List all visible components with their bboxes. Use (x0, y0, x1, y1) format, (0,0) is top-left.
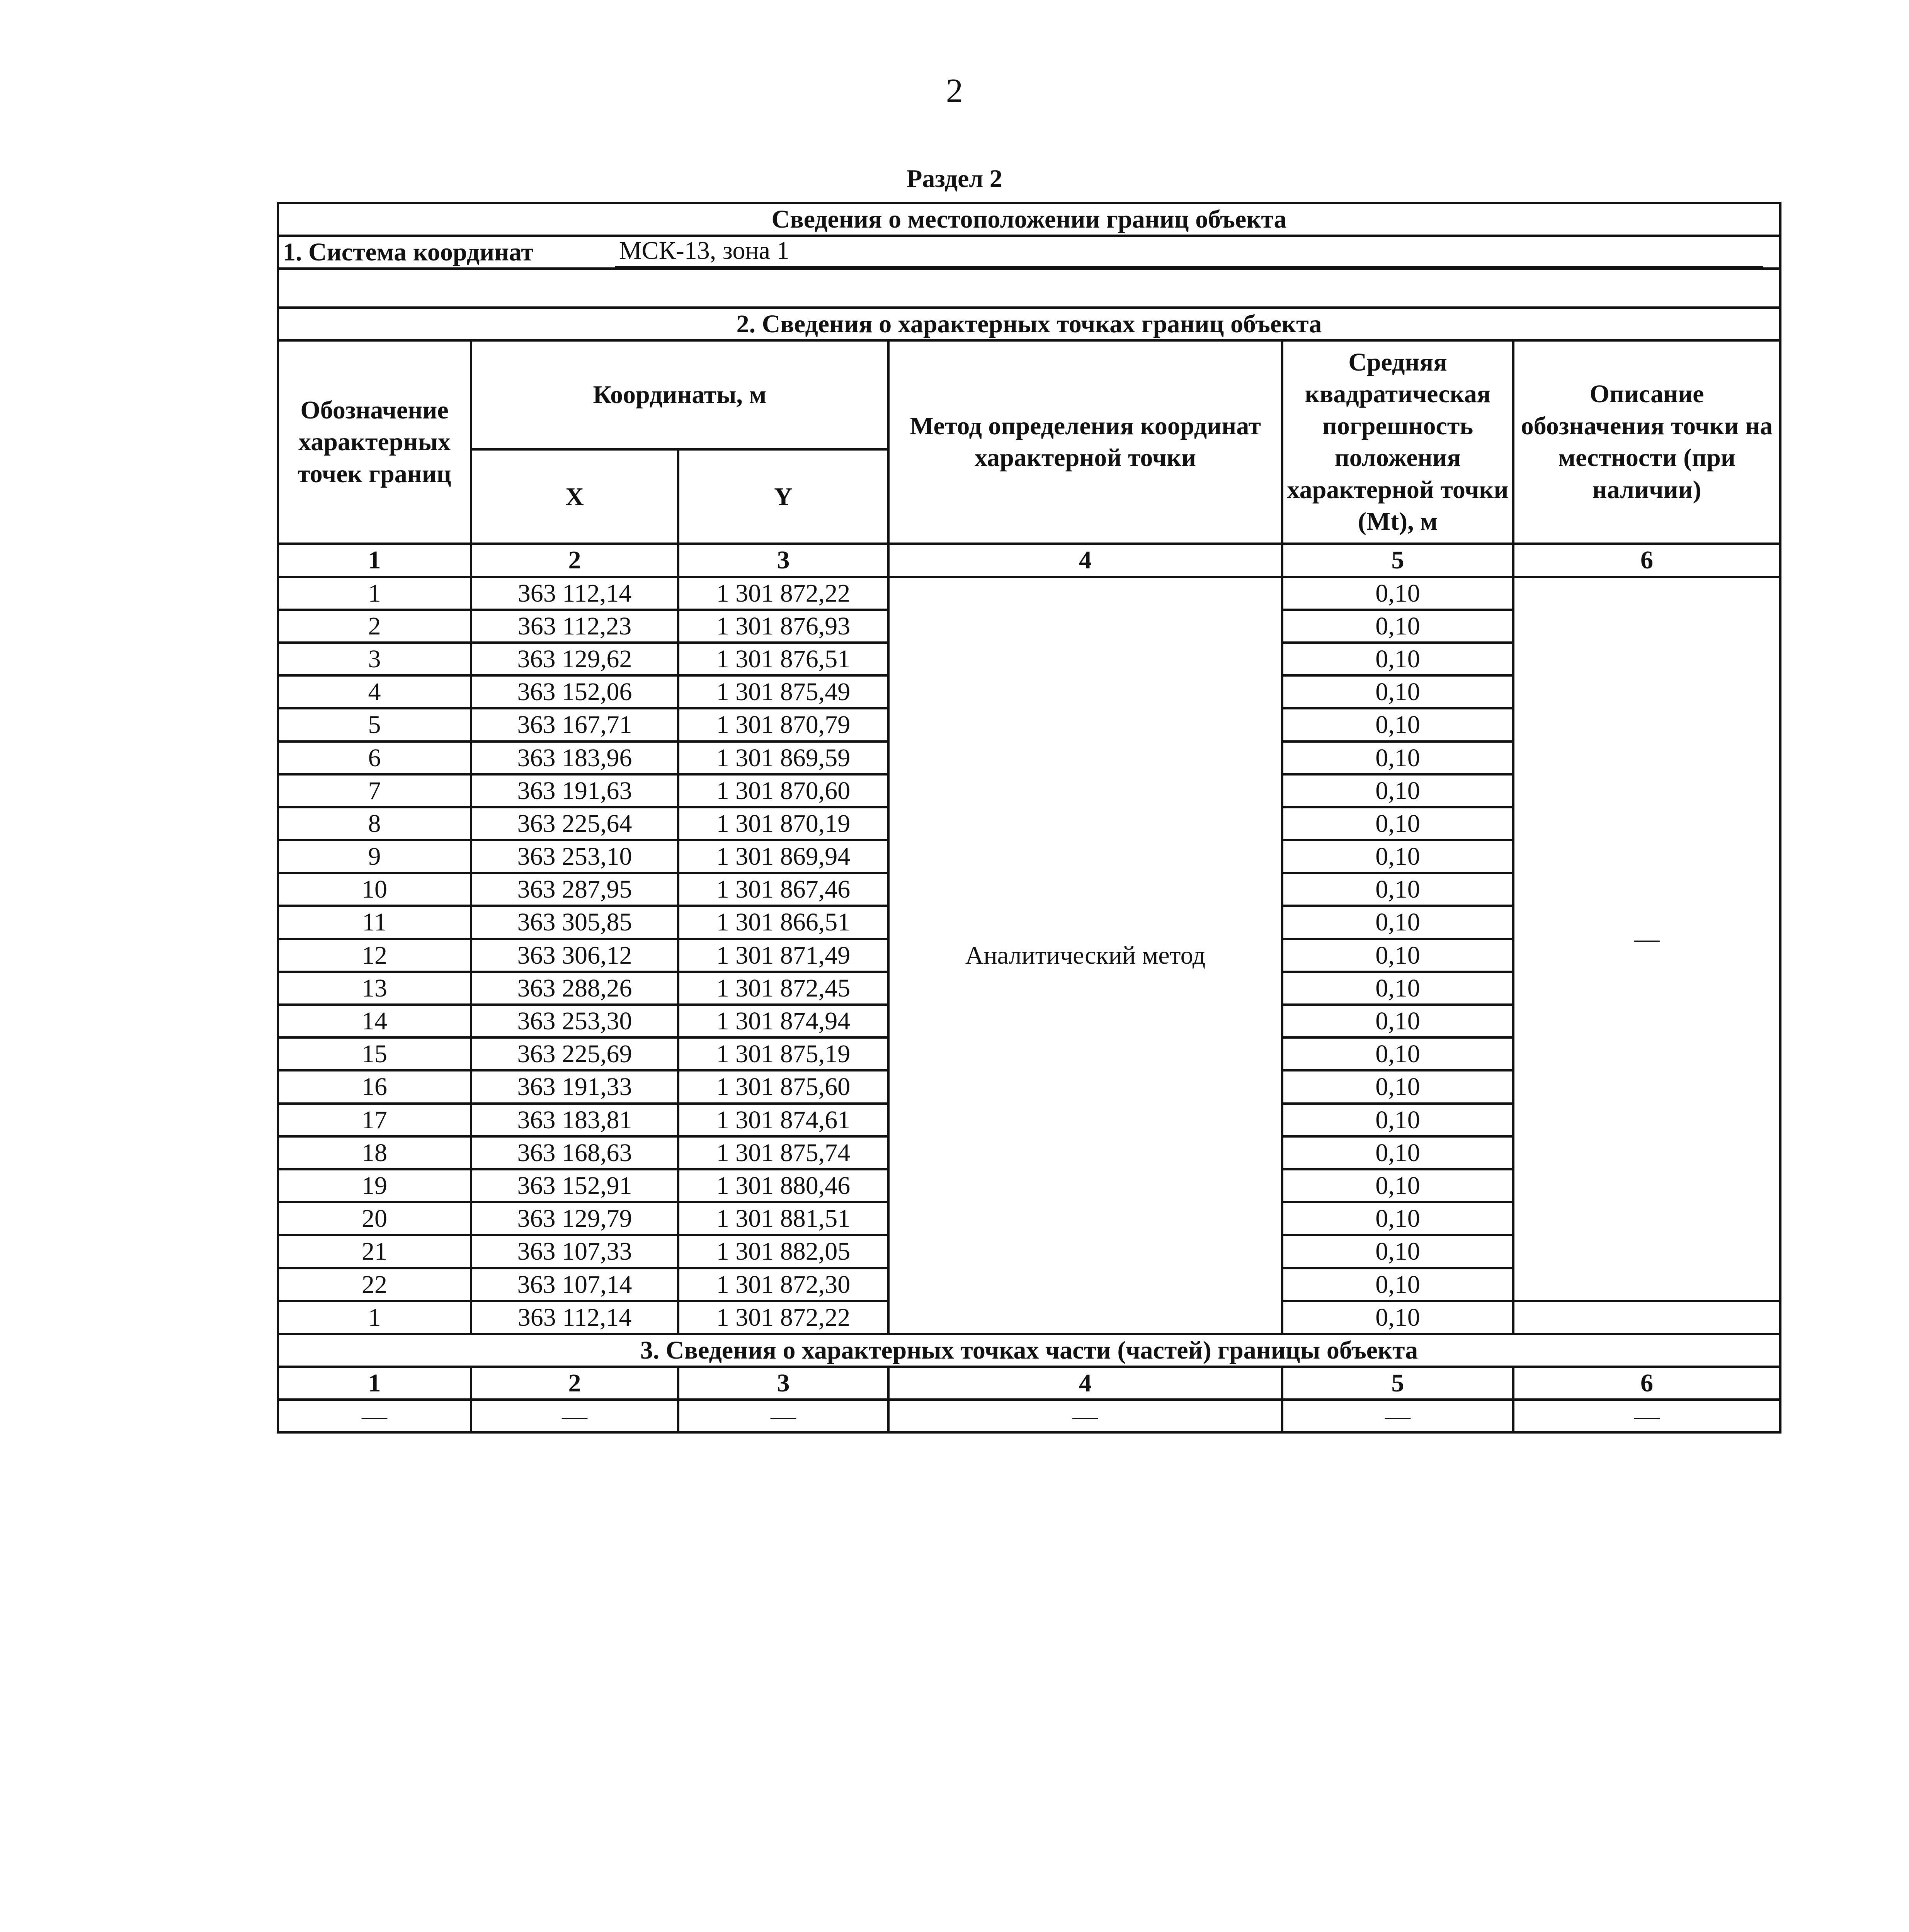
point-number: 13 (278, 972, 471, 1005)
point-x: 363 287,95 (471, 873, 678, 906)
point-y: 1 301 881,51 (678, 1202, 888, 1235)
point-number: 11 (278, 906, 471, 939)
parts-row (278, 1400, 1780, 1432)
parts-cell: — (278, 1400, 471, 1432)
point-x: 363 129,62 (471, 643, 678, 675)
point-x: 363 152,06 (471, 675, 678, 708)
point-mt: 0,10 (1282, 675, 1513, 708)
point-number: 10 (278, 873, 471, 906)
point-x: 363 107,33 (471, 1235, 678, 1268)
coordinate-system-row (278, 236, 1780, 269)
point-y: 1 301 867,46 (678, 873, 888, 906)
point-mt: 0,10 (1282, 840, 1513, 873)
section-title: Раздел 2 (907, 165, 1002, 193)
point-mt: 0,10 (1282, 807, 1513, 840)
point-x: 363 253,30 (471, 1005, 678, 1037)
header-x: X (471, 449, 678, 544)
point-number: 21 (278, 1235, 471, 1268)
column-number: 6 (1513, 544, 1780, 577)
point-x: 363 191,63 (471, 774, 678, 807)
point-mt: 0,10 (1282, 1037, 1513, 1070)
point-y: 1 301 875,74 (678, 1136, 888, 1169)
point-y: 1 301 871,49 (678, 939, 888, 972)
point-y: 1 301 874,94 (678, 1005, 888, 1037)
point-y: 1 301 870,79 (678, 708, 888, 741)
parts-column-number: 5 (1282, 1367, 1513, 1400)
point-y: 1 301 872,22 (678, 1301, 888, 1334)
point-number: 20 (278, 1202, 471, 1235)
point-number: 18 (278, 1136, 471, 1169)
point-mt: 0,10 (1282, 906, 1513, 939)
point-number: 19 (278, 1169, 471, 1202)
parts-cell: — (471, 1400, 678, 1432)
point-number: 9 (278, 840, 471, 873)
point-mt: 0,10 (1282, 1169, 1513, 1202)
point-y: 1 301 880,46 (678, 1169, 888, 1202)
location-heading: Сведения о местоположении границ объекта (278, 203, 1780, 236)
point-y: 1 301 875,19 (678, 1037, 888, 1070)
point-x: 363 112,14 (471, 577, 678, 610)
point-y: 1 301 875,49 (678, 675, 888, 708)
point-number: 12 (278, 939, 471, 972)
boundary-table (277, 202, 1781, 1434)
header-point-designation: Обозначение характерных точек границ (278, 340, 471, 544)
table-row (278, 577, 1780, 610)
point-number: 2 (278, 610, 471, 643)
point-mt: 0,10 (1282, 939, 1513, 972)
description-cell-last (1513, 1301, 1780, 1334)
point-mt: 0,10 (1282, 577, 1513, 610)
point-x: 363 288,26 (471, 972, 678, 1005)
point-number: 1 (278, 1301, 471, 1334)
point-number: 22 (278, 1268, 471, 1301)
parts-heading-row (278, 1334, 1780, 1367)
point-x: 363 107,14 (471, 1268, 678, 1301)
column-number: 5 (1282, 544, 1513, 577)
description-cell: — (1513, 577, 1780, 1301)
column-number: 4 (888, 544, 1282, 577)
header-coordinates: Координаты, м (471, 340, 888, 449)
point-number: 16 (278, 1070, 471, 1103)
parts-column-number: 4 (888, 1367, 1282, 1400)
parts-cell: — (678, 1400, 888, 1432)
point-y: 1 301 870,19 (678, 807, 888, 840)
blank-row (278, 269, 1780, 308)
point-mt: 0,10 (1282, 972, 1513, 1005)
point-y: 1 301 869,59 (678, 742, 888, 774)
point-x: 363 167,71 (471, 708, 678, 741)
parts-cell: — (1513, 1400, 1780, 1432)
point-x: 363 129,79 (471, 1202, 678, 1235)
point-y: 1 301 874,61 (678, 1104, 888, 1136)
header-description: Описание обозначения точки на местности (при наличии) (1513, 340, 1780, 544)
point-mt: 0,10 (1282, 708, 1513, 741)
column-number: 3 (678, 544, 888, 577)
point-number: 14 (278, 1005, 471, 1037)
point-mt: 0,10 (1282, 1235, 1513, 1268)
header-y: Y (678, 449, 888, 544)
point-x: 363 306,12 (471, 939, 678, 972)
point-mt: 0,10 (1282, 742, 1513, 774)
coordinate-system-value: МСК-13, зона 1 (615, 236, 1763, 267)
point-number: 4 (278, 675, 471, 708)
point-number: 1 (278, 577, 471, 610)
point-x: 363 112,14 (471, 1301, 678, 1334)
point-x: 363 191,33 (471, 1070, 678, 1103)
point-x: 363 305,85 (471, 906, 678, 939)
point-x: 363 168,63 (471, 1136, 678, 1169)
parts-column-number: 3 (678, 1367, 888, 1400)
parts-cell: — (888, 1400, 1282, 1432)
point-mt: 0,10 (1282, 1104, 1513, 1136)
parts-column-number: 6 (1513, 1367, 1780, 1400)
page-number: 2 (946, 72, 963, 110)
point-number: 17 (278, 1104, 471, 1136)
point-number: 5 (278, 708, 471, 741)
method-cell: Аналитический метод (888, 577, 1282, 1334)
point-y: 1 301 870,60 (678, 774, 888, 807)
point-number: 6 (278, 742, 471, 774)
point-mt: 0,10 (1282, 774, 1513, 807)
point-mt: 0,10 (1282, 1268, 1513, 1301)
point-x: 363 112,23 (471, 610, 678, 643)
point-x: 363 253,10 (471, 840, 678, 873)
point-mt: 0,10 (1282, 643, 1513, 675)
header-method: Метод определения координат характерной точки (888, 340, 1282, 544)
column-numbers-row (278, 544, 1780, 577)
point-y: 1 301 872,30 (678, 1268, 888, 1301)
point-number: 3 (278, 643, 471, 675)
column-number: 2 (471, 544, 678, 577)
point-mt: 0,10 (1282, 1202, 1513, 1235)
point-mt: 0,10 (1282, 610, 1513, 643)
point-x: 363 225,69 (471, 1037, 678, 1070)
point-number: 7 (278, 774, 471, 807)
point-y: 1 301 869,94 (678, 840, 888, 873)
point-y: 1 301 866,51 (678, 906, 888, 939)
point-y: 1 301 876,93 (678, 610, 888, 643)
point-mt: 0,10 (1282, 873, 1513, 906)
point-x: 363 225,64 (471, 807, 678, 840)
point-mt: 0,10 (1282, 1005, 1513, 1037)
point-y: 1 301 872,45 (678, 972, 888, 1005)
points-heading: 2. Сведения о характерных точках границ объекта (278, 308, 1780, 340)
point-mt: 0,10 (1282, 1070, 1513, 1103)
coordinate-system-label: 1. Система координат (283, 238, 534, 266)
point-y: 1 301 876,51 (678, 643, 888, 675)
parts-heading: 3. Сведения о характерных точках части (частей) границы объекта (278, 1334, 1780, 1367)
parts-column-number: 2 (471, 1367, 678, 1400)
point-y: 1 301 872,22 (678, 577, 888, 610)
point-y: 1 301 875,60 (678, 1070, 888, 1103)
point-number: 8 (278, 807, 471, 840)
point-x: 363 183,81 (471, 1104, 678, 1136)
point-x: 363 152,91 (471, 1169, 678, 1202)
parts-column-numbers-row (278, 1367, 1780, 1400)
point-number: 15 (278, 1037, 471, 1070)
point-y: 1 301 882,05 (678, 1235, 888, 1268)
point-mt: 0,10 (1282, 1301, 1513, 1334)
column-number: 1 (278, 544, 471, 577)
parts-cell: — (1282, 1400, 1513, 1432)
point-x: 363 183,96 (471, 742, 678, 774)
point-mt: 0,10 (1282, 1136, 1513, 1169)
header-accuracy: Средняя квадратическая погрешность положения характерной точки (Mt), м (1282, 340, 1513, 544)
parts-column-number: 1 (278, 1367, 471, 1400)
